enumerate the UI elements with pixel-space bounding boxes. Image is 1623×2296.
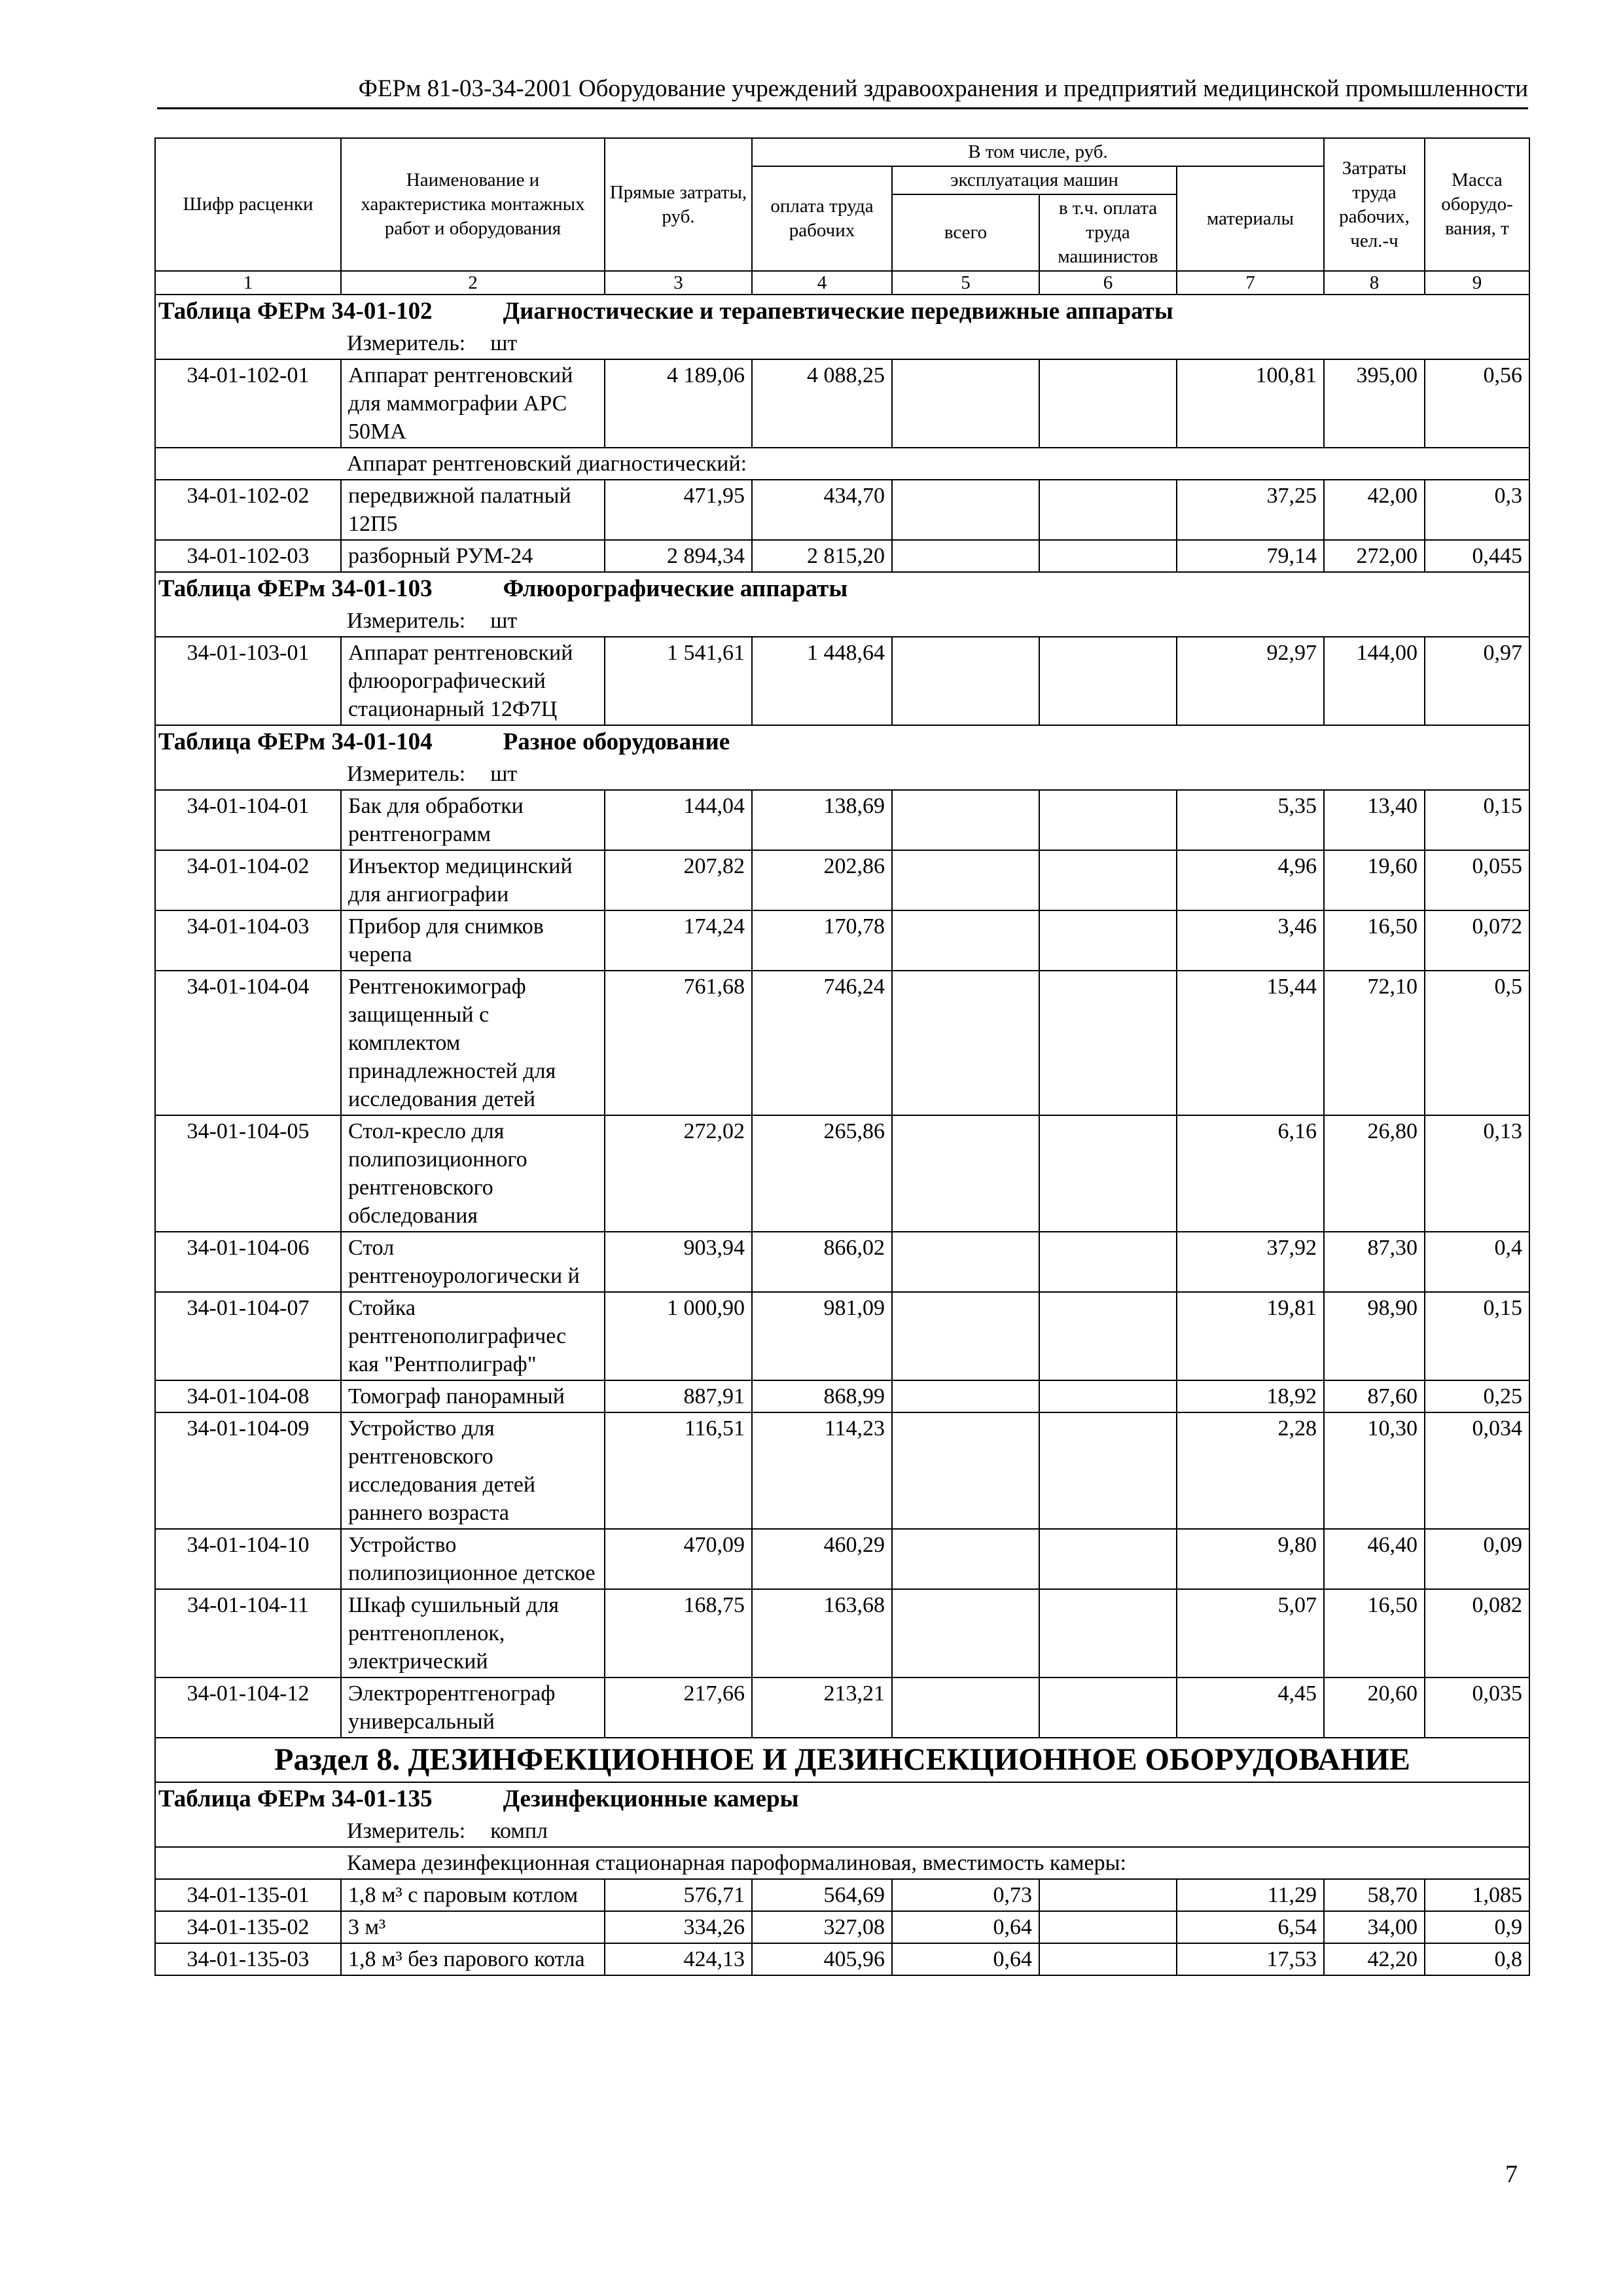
rate-code: 34-01-104-03: [155, 910, 341, 971]
table-row: [155, 1911, 1529, 1943]
machines-total: [892, 910, 1039, 971]
labor-pay: 265,86: [752, 1115, 892, 1232]
labor-pay: 202,86: [752, 850, 892, 910]
table-row: [155, 1529, 1529, 1589]
direct-cost: 761,68: [605, 971, 752, 1115]
rate-code: 34-01-135-03: [155, 1943, 341, 1975]
labor-cost: 34,00: [1324, 1911, 1425, 1943]
table-name: Дезинфекционные камеры: [503, 1785, 799, 1812]
labor-pay: 114,23: [752, 1412, 892, 1529]
measure-label: Измеритель:: [347, 331, 466, 355]
table-name: Разное оборудование: [503, 728, 730, 755]
col-number: 4: [752, 271, 892, 295]
mass: 0,5: [1425, 971, 1529, 1115]
mass: 0,055: [1425, 850, 1529, 910]
labor-pay: 746,24: [752, 971, 892, 1115]
machines-total: [892, 1589, 1039, 1677]
col-including-header: В том числе, руб.: [752, 138, 1324, 166]
table-row: [155, 359, 1529, 448]
machines-total: [892, 1232, 1039, 1292]
measure-unit: шт: [490, 331, 518, 355]
rate-name: Стол-кресло для полипозиционного рентгеновского обследования: [341, 1115, 605, 1232]
machines-total: [892, 480, 1039, 540]
rate-name: Стойка рентгенополиграфичес кая "Рентполиграф": [341, 1292, 605, 1380]
materials: 6,16: [1177, 1115, 1324, 1232]
labor-pay: 460,29: [752, 1529, 892, 1589]
rate-name: Рентгенокимограф защищенный с комплектом принадлежностей для исследования детей: [341, 971, 605, 1115]
materials: 79,14: [1177, 540, 1324, 572]
table-row: [155, 540, 1529, 572]
machinists-pay: [1039, 1529, 1177, 1589]
labor-cost: 87,30: [1324, 1232, 1425, 1292]
machinists-pay: [1039, 1943, 1177, 1975]
table-row: [155, 910, 1529, 971]
mass: 0,4: [1425, 1232, 1529, 1292]
col-machines-header: эксплуатация машин: [892, 166, 1177, 194]
machines-total: 0,64: [892, 1943, 1039, 1975]
materials: 4,96: [1177, 850, 1324, 910]
labor-pay: 434,70: [752, 480, 892, 540]
col-number: 2: [341, 271, 605, 295]
rate-code: 34-01-104-04: [155, 971, 341, 1115]
rate-code: 34-01-135-01: [155, 1879, 341, 1911]
mass: 0,15: [1425, 790, 1529, 850]
machinists-pay: [1039, 1412, 1177, 1529]
materials: 9,80: [1177, 1529, 1324, 1589]
measure-unit: шт: [490, 609, 518, 633]
col-name-header: Наименование и характеристика монтажных работ и оборудования: [341, 138, 605, 271]
col-number: 3: [605, 271, 752, 295]
labor-pay: 981,09: [752, 1292, 892, 1380]
labor-pay: 866,02: [752, 1232, 892, 1292]
materials: 5,35: [1177, 790, 1324, 850]
labor-pay: 213,21: [752, 1677, 892, 1738]
machinists-pay: [1039, 1292, 1177, 1380]
materials: 3,46: [1177, 910, 1324, 971]
mass: 0,56: [1425, 359, 1529, 448]
col-labor-pay-header: оплата труда рабочих: [752, 166, 892, 271]
table-row: [155, 1677, 1529, 1738]
rate-code: 34-01-104-06: [155, 1232, 341, 1292]
measure-label: Измеритель:: [347, 609, 466, 633]
machines-total: [892, 540, 1039, 572]
labor-cost: 87,60: [1324, 1380, 1425, 1412]
rate-code: 34-01-104-12: [155, 1677, 341, 1738]
direct-cost: 576,71: [605, 1879, 752, 1911]
rate-name: Прибор для снимков черепа: [341, 910, 605, 971]
rate-code: 34-01-102-03: [155, 540, 341, 572]
measure-row: [155, 759, 1529, 790]
rate-name: Аппарат рентгеновский для маммографии АРС 50МА: [341, 359, 605, 448]
table-row: [155, 480, 1529, 540]
materials: 2,28: [1177, 1412, 1324, 1529]
mass: 0,035: [1425, 1677, 1529, 1738]
materials: 5,07: [1177, 1589, 1324, 1677]
machines-total: [892, 971, 1039, 1115]
rate-code: 34-01-104-09: [155, 1412, 341, 1529]
rate-code: 34-01-104-07: [155, 1292, 341, 1380]
labor-cost: 16,50: [1324, 1589, 1425, 1677]
machines-total: [892, 1292, 1039, 1380]
machinists-pay: [1039, 1911, 1177, 1943]
rate-code: 34-01-103-01: [155, 637, 341, 725]
col-number: 6: [1039, 271, 1177, 295]
machinists-pay: [1039, 971, 1177, 1115]
mass: 0,13: [1425, 1115, 1529, 1232]
measure-label: Измеритель:: [347, 1819, 466, 1843]
mass: 0,25: [1425, 1380, 1529, 1412]
materials: 37,92: [1177, 1232, 1324, 1292]
mass: 0,15: [1425, 1292, 1529, 1380]
table-row: [155, 1292, 1529, 1380]
subheading: Аппарат рентгеновский диагностический:: [155, 448, 1529, 480]
labor-cost: 16,50: [1324, 910, 1425, 971]
rate-code: 34-01-104-01: [155, 790, 341, 850]
direct-cost: 174,24: [605, 910, 752, 971]
rate-name: Аппарат рентгеновский флюорографический стационарный 12Ф7Ц: [341, 637, 605, 725]
table-row: [155, 1589, 1529, 1677]
materials: 4,45: [1177, 1677, 1324, 1738]
col-machinists-header: в т.ч. оплата труда машинистов: [1039, 194, 1177, 271]
col-number: 9: [1425, 271, 1529, 295]
table-row: [155, 1380, 1529, 1412]
mass: 1,085: [1425, 1879, 1529, 1911]
labor-cost: 19,60: [1324, 850, 1425, 910]
measure-row: [155, 1816, 1529, 1847]
machines-total: [892, 1115, 1039, 1232]
direct-cost: 334,26: [605, 1911, 752, 1943]
labor-pay: 170,78: [752, 910, 892, 971]
machinists-pay: [1039, 1115, 1177, 1232]
machinists-pay: [1039, 910, 1177, 971]
mass: 0,97: [1425, 637, 1529, 725]
direct-cost: 144,04: [605, 790, 752, 850]
table-name: Флюорографические аппараты: [503, 575, 848, 602]
machines-total: [892, 359, 1039, 448]
section-row: [155, 1738, 1529, 1782]
materials: 11,29: [1177, 1879, 1324, 1911]
machines-total: [892, 790, 1039, 850]
labor-cost: 395,00: [1324, 359, 1425, 448]
direct-cost: 903,94: [605, 1232, 752, 1292]
table-code: Таблица ФЕРм 34-01-103: [158, 575, 433, 602]
table-row: [155, 637, 1529, 725]
rate-code: 34-01-135-02: [155, 1911, 341, 1943]
labor-cost: 272,00: [1324, 540, 1425, 572]
rate-code: 34-01-104-08: [155, 1380, 341, 1412]
mass: 0,9: [1425, 1911, 1529, 1943]
rate-name: Устройство полипозиционное детское: [341, 1529, 605, 1589]
table-code: Таблица ФЕРм 34-01-102: [158, 298, 433, 325]
machinists-pay: [1039, 1232, 1177, 1292]
table-code: Таблица ФЕРм 34-01-135: [158, 1785, 433, 1812]
mass: 0,3: [1425, 480, 1529, 540]
col-number: 8: [1324, 271, 1425, 295]
rate-name: разборный РУМ-24: [341, 540, 605, 572]
rate-name: Инъектор медицинский для ангиографии: [341, 850, 605, 910]
direct-cost: 4 189,06: [605, 359, 752, 448]
machinists-pay: [1039, 480, 1177, 540]
col-number: 5: [892, 271, 1039, 295]
mass: 0,034: [1425, 1412, 1529, 1529]
col-materials-header: материалы: [1177, 166, 1324, 271]
measure-unit: компл: [490, 1819, 548, 1843]
machines-total: [892, 850, 1039, 910]
rate-name: 1,8 м³ без парового котла: [341, 1943, 605, 1975]
rate-name: Томограф панорамный: [341, 1380, 605, 1412]
machines-total: [892, 1380, 1039, 1412]
labor-pay: 564,69: [752, 1879, 892, 1911]
rate-code: 34-01-104-05: [155, 1115, 341, 1232]
rate-name: Электрорентгенограф универсальный: [341, 1677, 605, 1738]
rate-code: 34-01-102-01: [155, 359, 341, 448]
labor-cost: 46,40: [1324, 1529, 1425, 1589]
machinists-pay: [1039, 790, 1177, 850]
table-row: [155, 790, 1529, 850]
labor-cost: 10,30: [1324, 1412, 1425, 1529]
materials: 17,53: [1177, 1943, 1324, 1975]
table-row: [155, 1232, 1529, 1292]
direct-cost: 1 000,90: [605, 1292, 752, 1380]
section-title: Раздел 8. ДЕЗИНФЕКЦИОННОЕ И ДЕЗИНСЕКЦИОННОЕ ОБОРУДОВАНИЕ: [155, 1738, 1529, 1782]
labor-pay: 1 448,64: [752, 637, 892, 725]
materials: 18,92: [1177, 1380, 1324, 1412]
table-title-row: [155, 1782, 1529, 1816]
measure-row: [155, 328, 1529, 359]
machines-total: 0,73: [892, 1879, 1039, 1911]
subheading-row: [155, 1847, 1529, 1879]
labor-cost: 20,60: [1324, 1677, 1425, 1738]
page-header: ФЕРм 81-03-34-2001 Оборудование учреждений здравоохранения и предприятий медицинской промышленности: [157, 71, 1528, 109]
table-title-row: [155, 572, 1529, 605]
labor-cost: 13,40: [1324, 790, 1425, 850]
labor-cost: 58,70: [1324, 1879, 1425, 1911]
labor-pay: 4 088,25: [752, 359, 892, 448]
col-number: 7: [1177, 271, 1324, 295]
col-mass-header: Масса оборудо-вания, т: [1425, 138, 1529, 271]
rate-name: Устройство для рентгеновского исследования детей раннего возраста: [341, 1412, 605, 1529]
table-row: [155, 1115, 1529, 1232]
labor-pay: 138,69: [752, 790, 892, 850]
labor-pay: 2 815,20: [752, 540, 892, 572]
materials: 6,54: [1177, 1911, 1324, 1943]
labor-cost: 42,00: [1324, 480, 1425, 540]
labor-cost: 42,20: [1324, 1943, 1425, 1975]
measure-row: [155, 605, 1529, 637]
direct-cost: 207,82: [605, 850, 752, 910]
measure-unit: шт: [490, 762, 518, 786]
table-row: [155, 971, 1529, 1115]
machinists-pay: [1039, 1380, 1177, 1412]
machinists-pay: [1039, 1589, 1177, 1677]
machinists-pay: [1039, 850, 1177, 910]
table-title-row: [155, 295, 1529, 328]
direct-cost: 217,66: [605, 1677, 752, 1738]
labor-pay: 327,08: [752, 1911, 892, 1943]
machines-total: [892, 637, 1039, 725]
direct-cost: 471,95: [605, 480, 752, 540]
machines-total: [892, 1677, 1039, 1738]
machinists-pay: [1039, 1879, 1177, 1911]
table-row: [155, 1412, 1529, 1529]
machinists-pay: [1039, 1677, 1177, 1738]
machinists-pay: [1039, 540, 1177, 572]
rate-code: 34-01-104-10: [155, 1529, 341, 1589]
subheading-row: [155, 448, 1529, 480]
table-code: Таблица ФЕРм 34-01-104: [158, 728, 433, 755]
mass: 0,09: [1425, 1529, 1529, 1589]
rate-name: Стол рентгеноурологически й: [341, 1232, 605, 1292]
rate-name: Шкаф сушильный для рентгенопленок, электрический: [341, 1589, 605, 1677]
materials: 15,44: [1177, 971, 1324, 1115]
direct-cost: 2 894,34: [605, 540, 752, 572]
materials: 37,25: [1177, 480, 1324, 540]
mass: 0,082: [1425, 1589, 1529, 1677]
labor-cost: 98,90: [1324, 1292, 1425, 1380]
machines-total: [892, 1412, 1039, 1529]
mass: 0,072: [1425, 910, 1529, 971]
materials: 100,81: [1177, 359, 1324, 448]
labor-cost: 26,80: [1324, 1115, 1425, 1232]
labor-pay: 405,96: [752, 1943, 892, 1975]
rate-name: 1,8 м³ с паровым котлом: [341, 1879, 605, 1911]
direct-cost: 470,09: [605, 1529, 752, 1589]
table-title-row: [155, 725, 1529, 759]
col-number: 1: [155, 271, 341, 295]
table-row: [155, 1943, 1529, 1975]
table-row: [155, 1879, 1529, 1911]
machinists-pay: [1039, 359, 1177, 448]
rate-name: 3 м³: [341, 1911, 605, 1943]
rate-code: 34-01-102-02: [155, 480, 341, 540]
materials: 19,81: [1177, 1292, 1324, 1380]
labor-pay: 163,68: [752, 1589, 892, 1677]
machines-total: 0,64: [892, 1911, 1039, 1943]
direct-cost: 1 541,61: [605, 637, 752, 725]
mass: 0,8: [1425, 1943, 1529, 1975]
rate-code: 34-01-104-02: [155, 850, 341, 910]
col-code-header: Шифр расценки: [155, 138, 341, 271]
direct-cost: 887,91: [605, 1380, 752, 1412]
table-row: [155, 850, 1529, 910]
rate-code: 34-01-104-11: [155, 1589, 341, 1677]
page-number: 7: [1505, 2161, 1518, 2188]
table-name: Диагностические и терапевтические передвижные аппараты: [503, 298, 1173, 325]
rates-table: [154, 137, 1530, 1976]
machinists-pay: [1039, 637, 1177, 725]
col-machines-total-header: всего: [892, 194, 1039, 271]
direct-cost: 272,02: [605, 1115, 752, 1232]
labor-cost: 72,10: [1324, 971, 1425, 1115]
labor-cost: 144,00: [1324, 637, 1425, 725]
rate-name: Бак для обработки рентгенограмм: [341, 790, 605, 850]
direct-cost: 424,13: [605, 1943, 752, 1975]
rate-name: передвижной палатный 12П5: [341, 480, 605, 540]
col-direct-header: Прямые затраты, руб.: [605, 138, 752, 271]
measure-label: Измеритель:: [347, 762, 466, 786]
materials: 92,97: [1177, 637, 1324, 725]
machines-total: [892, 1529, 1039, 1589]
col-labor-cost-header: Затраты труда рабочих, чел.-ч: [1324, 138, 1425, 271]
direct-cost: 116,51: [605, 1412, 752, 1529]
subheading: Камера дезинфекционная стационарная пароформалиновая, вместимость камеры:: [155, 1847, 1529, 1879]
direct-cost: 168,75: [605, 1589, 752, 1677]
labor-pay: 868,99: [752, 1380, 892, 1412]
mass: 0,445: [1425, 540, 1529, 572]
